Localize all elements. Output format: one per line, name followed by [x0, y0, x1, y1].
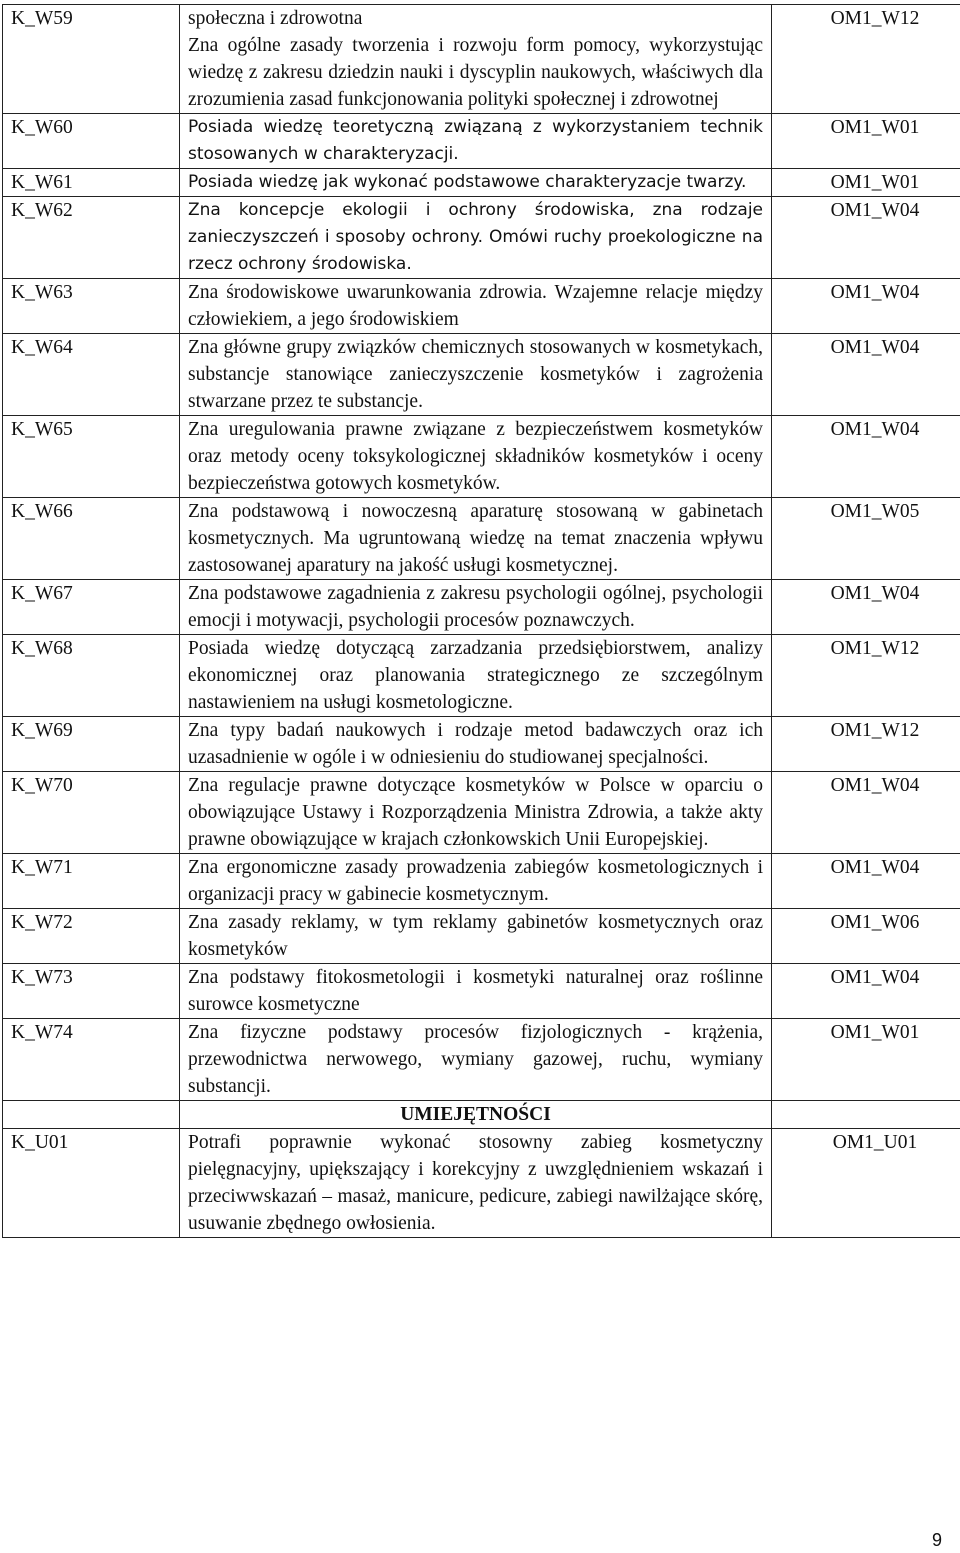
- outcome-reference: OM1_W05: [772, 498, 960, 580]
- outcome-code: K_W72: [3, 909, 180, 964]
- outcome-description: Zna ergonomiczne zasady prowadzenia zabiegów kosmetologicznych i organizacji pracy w gabinecie kosmetycznym.: [180, 854, 772, 909]
- outcome-reference: OM1_W04: [772, 854, 960, 909]
- outcome-reference: OM1_W06: [772, 909, 960, 964]
- outcome-description: społeczna i zdrowotna Zna ogólne zasady tworzenia i rozwoju form pomocy, wykorzystując wiedzę z zakresu dziedzin nauki i dyscyplin naukowych, właściwych dla zrozumienia zasad funkcjonowania polityki społecznej i zdrowotnej: [180, 5, 772, 114]
- table-row: [3, 580, 960, 635]
- section-header-row: [3, 1101, 960, 1129]
- table-row: [3, 114, 960, 169]
- table-row: [3, 279, 960, 334]
- table-row: [3, 498, 960, 580]
- skills-rows: [3, 1129, 960, 1238]
- outcome-code: K_W71: [3, 854, 180, 909]
- outcome-reference: OM1_W01: [772, 1019, 960, 1101]
- table-row: [3, 197, 960, 279]
- outcome-description: Posiada wiedzę dotyczącą zarzadzania przedsiębiorstwem, analizy ekonomicznej oraz planowania strategicznego ze szczególnym nastawieniem na usługi kosmetologiczne.: [180, 635, 772, 717]
- outcome-description: Zna uregulowania prawne związane z bezpieczeństwem kosmetyków oraz metody oceny toksykologicznej składników kosmetyków i oceny bezpieczeństwa gotowych kosmetyków.: [180, 416, 772, 498]
- outcome-description: Potrafi poprawnie wykonać stosowny zabieg kosmetyczny pielęgnacyjny, upiększający i korekcyjny z uwzględnieniem wskazań i przeciwwskazań – masaż, manicure, pedicure, zabiegi nawilżające skórę, usuwanie zbędnego owłosienia.: [180, 1129, 772, 1238]
- outcome-reference: OM1_W04: [772, 580, 960, 635]
- outcome-code: K_W65: [3, 416, 180, 498]
- outcome-code: K_W66: [3, 498, 180, 580]
- outcome-description: Zna fizyczne podstawy procesów fizjologicznych - krążenia, przewodnictwa nerwowego, wymiany gazowej, ruchu, wymiany substancji.: [180, 1019, 772, 1101]
- outcome-code: K_W64: [3, 334, 180, 416]
- outcome-reference: OM1_W12: [772, 717, 960, 772]
- outcome-reference: OM1_W04: [772, 197, 960, 279]
- outcome-code: K_U01: [3, 1129, 180, 1238]
- outcome-reference: OM1_W01: [772, 169, 960, 197]
- outcome-code: K_W70: [3, 772, 180, 854]
- outcome-code: K_W67: [3, 580, 180, 635]
- page-number: 9: [931, 1530, 942, 1550]
- outcome-reference: OM1_W04: [772, 964, 960, 1019]
- table-row: [3, 964, 960, 1019]
- table-row: [3, 635, 960, 717]
- table-row: [3, 772, 960, 854]
- outcome-code: K_W63: [3, 279, 180, 334]
- outcome-description: Zna regulacje prawne dotyczące kosmetyków w Polsce w oparciu o obowiązujące Ustawy i Rozporządzenia Ministra Zdrowia, a także akty prawne obowiązujące w krajach członkowskich Unii Europejskiej.: [180, 772, 772, 854]
- outcome-description: Posiada wiedzę teoretyczną związaną z wykorzystaniem technik stosowanych w charakteryzacji.: [180, 114, 772, 169]
- outcome-code: K_W59: [3, 5, 180, 114]
- table-row: [3, 334, 960, 416]
- outcome-code: K_W69: [3, 717, 180, 772]
- learning-outcomes-table: [2, 4, 960, 1238]
- outcome-code: K_W74: [3, 1019, 180, 1101]
- knowledge-rows: [3, 5, 960, 1101]
- outcome-reference: OM1_W12: [772, 635, 960, 717]
- table-row: [3, 169, 960, 197]
- outcome-description: Posiada wiedzę jak wykonać podstawowe charakteryzacje twarzy.: [180, 169, 772, 197]
- outcome-code: K_W60: [3, 114, 180, 169]
- outcome-reference: OM1_W12: [772, 5, 960, 114]
- outcome-description: Zna główne grupy związków chemicznych stosowanych w kosmetykach, substancje stanowiące zanieczyszczenie kosmetyków i zagrożenia stwarzane przez te substancje.: [180, 334, 772, 416]
- outcome-reference: OM1_W04: [772, 279, 960, 334]
- outcome-description: Zna podstawową i nowoczesną aparaturę stosowaną w gabinetach kosmetycznych. Ma ugruntowaną wiedzę na temat znaczenia wpływu zastosowanej aparatury na jakość usługi kosmetycznej.: [180, 498, 772, 580]
- outcome-code: K_W73: [3, 964, 180, 1019]
- outcome-reference: OM1_W01: [772, 114, 960, 169]
- outcome-description: Zna środowiskowe uwarunkowania zdrowia. Wzajemne relacje między człowiekiem, a jego środowiskiem: [180, 279, 772, 334]
- outcome-description: Zna podstawy fitokosmetologii i kosmetyki naturalnej oraz roślinne surowce kosmetyczne: [180, 964, 772, 1019]
- outcome-reference: OM1_W04: [772, 416, 960, 498]
- outcome-code: K_W62: [3, 197, 180, 279]
- section-header-code-cell: [3, 1101, 180, 1129]
- outcome-description: Zna typy badań naukowych i rodzaje metod badawczych oraz ich uzasadnienie w ogóle i w odniesieniu do studiowanej specjalności.: [180, 717, 772, 772]
- table-row: [3, 1019, 960, 1101]
- outcome-description: Zna podstawowe zagadnienia z zakresu psychologii ogólnej, psychologii emocji i motywacji, psychologii procesów poznawczych.: [180, 580, 772, 635]
- table-row: [3, 717, 960, 772]
- outcome-reference: OM1_U01: [772, 1129, 960, 1238]
- table-row: [3, 854, 960, 909]
- outcome-code: K_W68: [3, 635, 180, 717]
- table-row: [3, 1129, 960, 1238]
- outcome-description: Zna zasady reklamy, w tym reklamy gabinetów kosmetycznych oraz kosmetyków: [180, 909, 772, 964]
- outcome-code: K_W61: [3, 169, 180, 197]
- table-row: [3, 5, 960, 114]
- section-header-ref-cell: [772, 1101, 960, 1129]
- outcome-reference: OM1_W04: [772, 772, 960, 854]
- skills-section: [3, 1101, 960, 1129]
- section-header: UMIEJĘTNOŚCI: [180, 1101, 772, 1129]
- outcome-reference: OM1_W04: [772, 334, 960, 416]
- table-row: [3, 909, 960, 964]
- table-row: [3, 416, 960, 498]
- outcome-description: Zna koncepcje ekologii i ochrony środowiska, zna rodzaje zanieczyszczeń i sposoby ochrony. Omówi ruchy proekologiczne na rzecz ochrony środowiska.: [180, 197, 772, 279]
